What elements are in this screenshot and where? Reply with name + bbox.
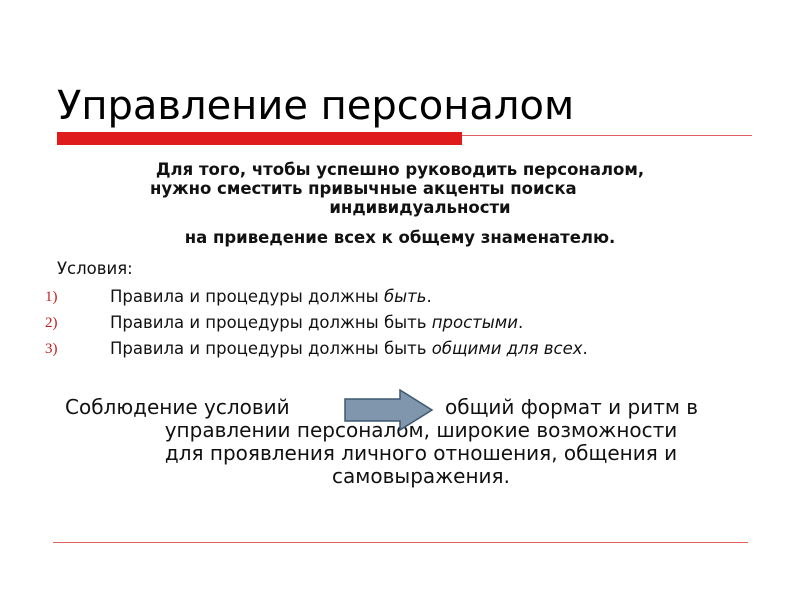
condition-text: Правила и процедуры должны быть общими для всех. bbox=[110, 339, 588, 358]
condition-emphasis: быть bbox=[383, 287, 427, 306]
condition-number: 3) bbox=[45, 341, 58, 357]
condition-number: 1) bbox=[45, 289, 58, 305]
intro-line-1: Для того, чтобы успешно руководить персоналом, bbox=[155, 160, 645, 179]
intro-line-2: нужно сместить привычные акценты поиска bbox=[150, 179, 577, 198]
result-condition-text: Соблюдение условий bbox=[65, 395, 290, 419]
result-line-3: для проявления личного отношения, общения и bbox=[164, 441, 678, 465]
result-line-4: самовыражения. bbox=[332, 464, 510, 488]
footer-divider bbox=[53, 542, 748, 543]
condition-text: Правила и процедуры должны быть простыми. bbox=[110, 313, 524, 332]
result-outcome-text: общий формат и ритм в bbox=[445, 395, 699, 419]
conditions-label: Условия: bbox=[57, 259, 133, 278]
intro-line-4: на приведение всех к общему знаменателю. bbox=[184, 228, 616, 247]
condition-number: 2) bbox=[45, 315, 58, 331]
condition-text: Правила и процедуры должны быть. bbox=[110, 287, 432, 306]
title-underline-thin bbox=[462, 135, 752, 136]
intro-paragraph bbox=[55, 160, 745, 247]
slide-title: Управление персоналом bbox=[57, 83, 575, 129]
intro-line-3: индивидуальности bbox=[329, 198, 511, 217]
condition-emphasis: общими для всех bbox=[431, 339, 583, 358]
result-line-2: управлении персоналом, широкие возможности bbox=[164, 418, 678, 442]
condition-emphasis: простыми bbox=[431, 313, 518, 332]
right-arrow-icon bbox=[344, 389, 434, 431]
title-underline-red bbox=[57, 132, 462, 145]
